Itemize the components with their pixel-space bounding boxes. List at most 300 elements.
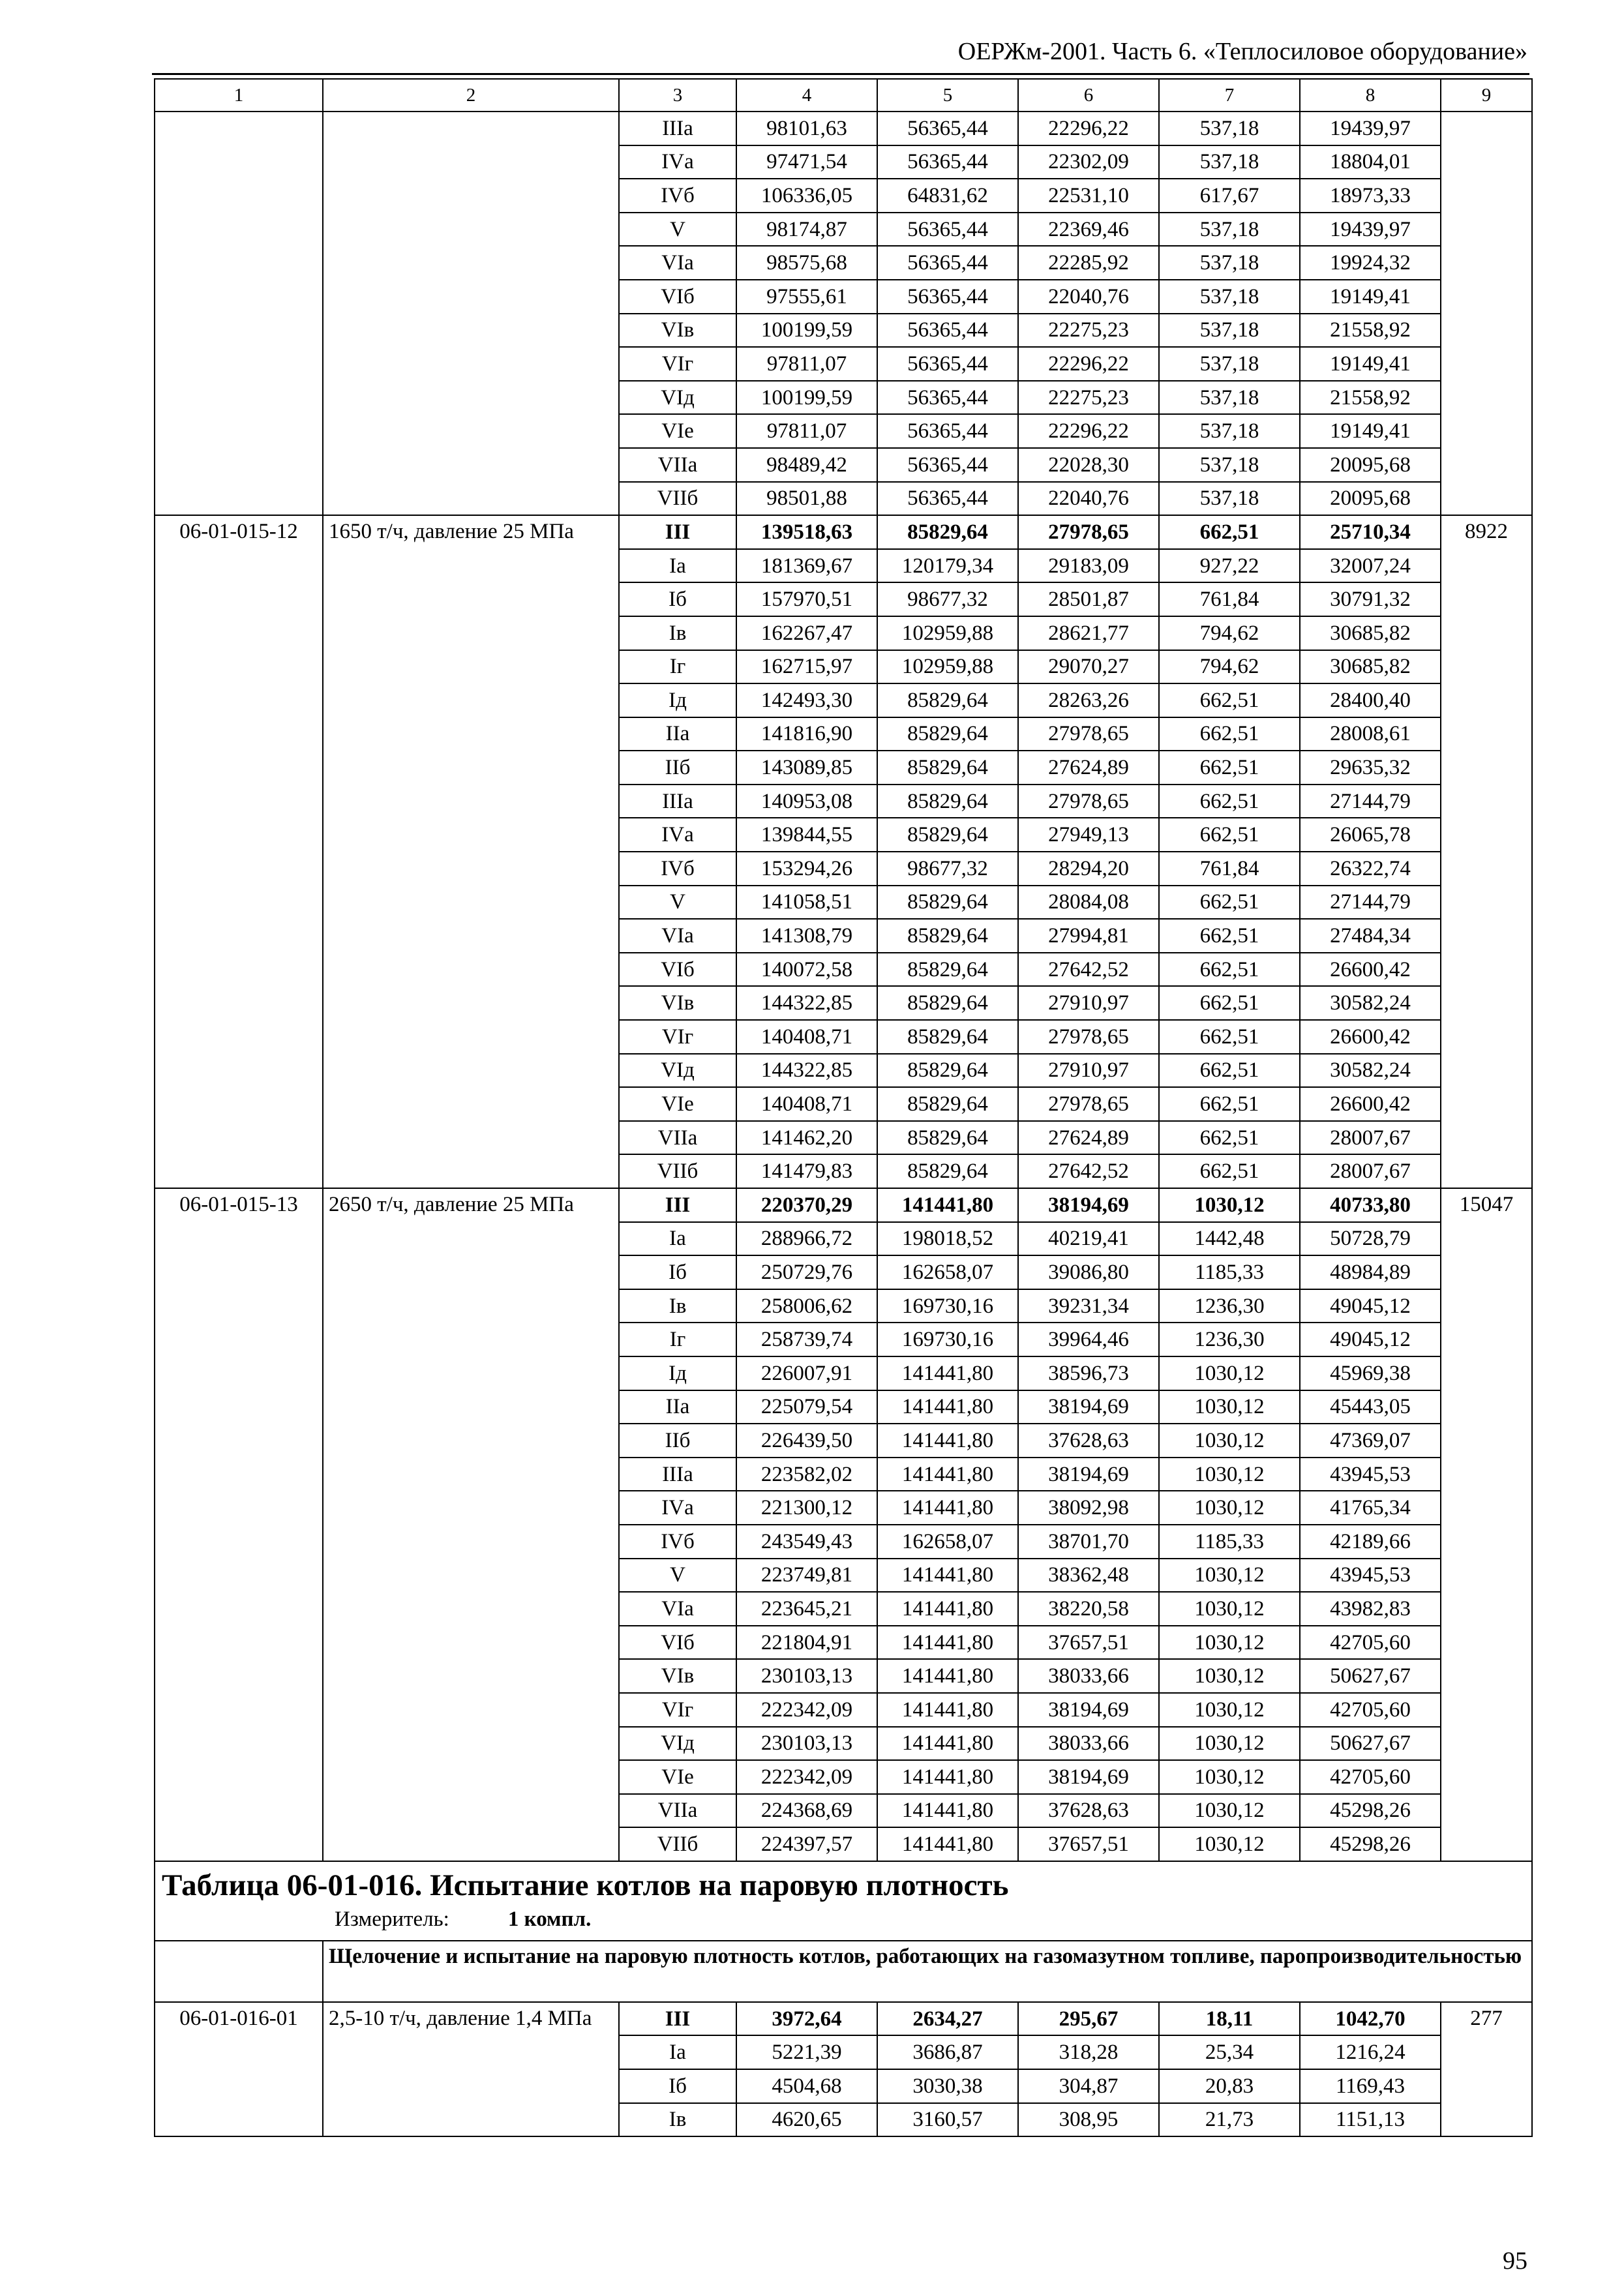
- zone-code: VIв: [619, 314, 736, 348]
- total-cost: 162715,97: [736, 650, 877, 684]
- total-cost: 141462,20: [736, 1121, 877, 1155]
- materials: 45443,05: [1300, 1390, 1441, 1424]
- materials: 21558,92: [1300, 314, 1441, 348]
- zone-code: VIе: [619, 414, 736, 448]
- wages: 85829,64: [877, 785, 1018, 818]
- materials: 19149,41: [1300, 347, 1441, 381]
- subheading-row: [155, 1941, 1532, 2002]
- machine-operation: 27624,89: [1018, 751, 1159, 785]
- wages: 102959,88: [877, 616, 1018, 650]
- machine-operation: 22275,23: [1018, 381, 1159, 415]
- zone-code: IVа: [619, 145, 736, 179]
- machinist-wages: 1030,12: [1159, 1659, 1300, 1693]
- machinist-wages: 761,84: [1159, 582, 1300, 616]
- machine-operation: 28084,08: [1018, 886, 1159, 920]
- machinist-wages: 662,51: [1159, 785, 1300, 818]
- machine-operation: 27949,13: [1018, 818, 1159, 852]
- materials: 30582,24: [1300, 986, 1441, 1020]
- machinist-wages: 662,51: [1159, 986, 1300, 1020]
- materials: 41765,34: [1300, 1491, 1441, 1525]
- machinist-wages: 1185,33: [1159, 1525, 1300, 1559]
- materials: 42705,60: [1300, 1693, 1441, 1727]
- materials: 19149,41: [1300, 280, 1441, 314]
- total-cost: 226007,91: [736, 1356, 877, 1390]
- materials: 29635,32: [1300, 751, 1441, 785]
- zone-code: IVб: [619, 852, 736, 886]
- total-cost: 144322,85: [736, 986, 877, 1020]
- materials: 26600,42: [1300, 1020, 1441, 1054]
- zone-code: Iа: [619, 1222, 736, 1256]
- materials: 45298,26: [1300, 1794, 1441, 1828]
- zone-code: VIIа: [619, 1121, 736, 1155]
- materials: 26600,42: [1300, 1087, 1441, 1121]
- total-cost: 140072,58: [736, 953, 877, 987]
- wages: 56365,44: [877, 112, 1018, 145]
- machine-operation: 22296,22: [1018, 414, 1159, 448]
- materials: 27144,79: [1300, 886, 1441, 920]
- table-title-cell: [155, 1861, 1532, 1941]
- machinist-wages: 1030,12: [1159, 1827, 1300, 1861]
- total-cost: 100199,59: [736, 381, 877, 415]
- wages: 64831,62: [877, 179, 1018, 213]
- zone-code: III: [619, 2002, 736, 2036]
- machine-operation: 22040,76: [1018, 482, 1159, 516]
- materials: 26322,74: [1300, 852, 1441, 886]
- total-cost: 97471,54: [736, 145, 877, 179]
- machine-operation: 38362,48: [1018, 1559, 1159, 1593]
- table-row: [155, 1188, 1532, 1222]
- zone-code: VIIб: [619, 1827, 736, 1861]
- materials: 32007,24: [1300, 549, 1441, 583]
- machinist-wages: 1236,30: [1159, 1289, 1300, 1323]
- zone-code: Iг: [619, 1323, 736, 1356]
- rates-table: [154, 78, 1533, 2137]
- machinist-wages: 537,18: [1159, 112, 1300, 145]
- total-cost: 140953,08: [736, 785, 877, 818]
- wages: 56365,44: [877, 280, 1018, 314]
- machinist-wages: 1030,12: [1159, 1458, 1300, 1491]
- column-number: 6: [1018, 79, 1159, 112]
- wages: 120179,34: [877, 549, 1018, 583]
- zone-code: VIв: [619, 986, 736, 1020]
- machine-operation: 27994,81: [1018, 919, 1159, 953]
- rate-code: 06-01-016-01: [155, 2002, 323, 2136]
- total-cost: 141816,90: [736, 717, 877, 751]
- machinist-wages: 25,34: [1159, 2035, 1300, 2069]
- page-number: 95: [1503, 2247, 1527, 2275]
- table-body: [155, 79, 1532, 2136]
- machine-operation: 22531,10: [1018, 179, 1159, 213]
- machinist-wages: 1030,12: [1159, 1559, 1300, 1593]
- materials: 20095,68: [1300, 482, 1441, 516]
- wages: 85829,64: [877, 1154, 1018, 1188]
- machine-operation: 22296,22: [1018, 112, 1159, 145]
- wages: 3160,57: [877, 2103, 1018, 2137]
- machine-operation: 304,87: [1018, 2069, 1159, 2103]
- machinist-wages: 537,18: [1159, 246, 1300, 280]
- materials: 49045,12: [1300, 1323, 1441, 1356]
- materials: 19439,97: [1300, 112, 1441, 145]
- machinist-wages: 537,18: [1159, 347, 1300, 381]
- machine-operation: 38194,69: [1018, 1458, 1159, 1491]
- rate-name: 2650 т/ч, давление 25 МПа: [323, 1188, 619, 1861]
- total-cost: 98489,42: [736, 448, 877, 482]
- machinist-wages: 1030,12: [1159, 1727, 1300, 1761]
- zone-code: III: [619, 515, 736, 549]
- machine-operation: 28294,20: [1018, 852, 1159, 886]
- wages: 141441,80: [877, 1424, 1018, 1458]
- zone-code: VIIа: [619, 1794, 736, 1828]
- wages: 85829,64: [877, 818, 1018, 852]
- materials: 28008,61: [1300, 717, 1441, 751]
- zone-code: Iб: [619, 582, 736, 616]
- wages: 98677,32: [877, 852, 1018, 886]
- materials: 1169,43: [1300, 2069, 1441, 2103]
- rate-code: [155, 112, 323, 515]
- total-cost: 98101,63: [736, 112, 877, 145]
- machinist-wages: 1030,12: [1159, 1794, 1300, 1828]
- machinist-wages: 1030,12: [1159, 1626, 1300, 1660]
- machine-operation: 28263,26: [1018, 683, 1159, 717]
- machine-operation: 27978,65: [1018, 1020, 1159, 1054]
- measure-line: [162, 1908, 1525, 1931]
- wages: 2634,27: [877, 2002, 1018, 2036]
- zone-code: VIб: [619, 280, 736, 314]
- total-cost: 3972,64: [736, 2002, 877, 2036]
- labor-hours: 8922: [1441, 515, 1532, 1188]
- materials: 42705,60: [1300, 1626, 1441, 1660]
- machine-operation: 38033,66: [1018, 1727, 1159, 1761]
- materials: 50728,79: [1300, 1222, 1441, 1256]
- total-cost: 141308,79: [736, 919, 877, 953]
- materials: 19439,97: [1300, 213, 1441, 247]
- machine-operation: 27978,65: [1018, 515, 1159, 549]
- measure-label: Измеритель:: [335, 1907, 449, 1931]
- wages: 141441,80: [877, 1188, 1018, 1222]
- total-cost: 140408,71: [736, 1020, 877, 1054]
- wages: 85829,64: [877, 953, 1018, 987]
- materials: 27144,79: [1300, 785, 1441, 818]
- machine-operation: 22369,46: [1018, 213, 1159, 247]
- materials: 42189,66: [1300, 1525, 1441, 1559]
- total-cost: 144322,85: [736, 1054, 877, 1088]
- total-cost: 140408,71: [736, 1087, 877, 1121]
- machinist-wages: 662,51: [1159, 953, 1300, 987]
- materials: 42705,60: [1300, 1760, 1441, 1794]
- zone-code: VIIа: [619, 448, 736, 482]
- machinist-wages: 662,51: [1159, 1121, 1300, 1155]
- total-cost: 142493,30: [736, 683, 877, 717]
- total-cost: 4504,68: [736, 2069, 877, 2103]
- total-cost: 222342,09: [736, 1693, 877, 1727]
- header-rule: [152, 73, 1529, 75]
- machinist-wages: 537,18: [1159, 213, 1300, 247]
- total-cost: 181369,67: [736, 549, 877, 583]
- materials: 43982,83: [1300, 1592, 1441, 1626]
- machinist-wages: 662,51: [1159, 1020, 1300, 1054]
- zone-code: VIа: [619, 1592, 736, 1626]
- total-cost: 221804,91: [736, 1626, 877, 1660]
- total-cost: 141058,51: [736, 886, 877, 920]
- machine-operation: 38596,73: [1018, 1356, 1159, 1390]
- zone-code: V: [619, 1559, 736, 1593]
- total-cost: 288966,72: [736, 1222, 877, 1256]
- total-cost: 100199,59: [736, 314, 877, 348]
- wages: 3030,38: [877, 2069, 1018, 2103]
- zone-code: VIг: [619, 1020, 736, 1054]
- wages: 56365,44: [877, 246, 1018, 280]
- materials: 43945,53: [1300, 1458, 1441, 1491]
- table-row: [155, 112, 1532, 145]
- measure-value: 1 компл.: [507, 1907, 592, 1931]
- wages: 162658,07: [877, 1525, 1018, 1559]
- zone-code: Iа: [619, 549, 736, 583]
- zone-code: Iд: [619, 683, 736, 717]
- wages: 85829,64: [877, 919, 1018, 953]
- zone-code: IIа: [619, 717, 736, 751]
- zone-code: IVб: [619, 179, 736, 213]
- wages: 56365,44: [877, 145, 1018, 179]
- zone-code: IVа: [619, 1491, 736, 1525]
- machinist-wages: 1442,48: [1159, 1222, 1300, 1256]
- zone-code: Iб: [619, 1255, 736, 1289]
- machine-operation: 38194,69: [1018, 1760, 1159, 1794]
- machine-operation: 37657,51: [1018, 1626, 1159, 1660]
- machinist-wages: 662,51: [1159, 751, 1300, 785]
- materials: 30685,82: [1300, 616, 1441, 650]
- total-cost: 97555,61: [736, 280, 877, 314]
- materials: 27484,34: [1300, 919, 1441, 953]
- total-cost: 250729,76: [736, 1255, 877, 1289]
- zone-code: VIд: [619, 1054, 736, 1088]
- zone-code: VIд: [619, 381, 736, 415]
- total-cost: 98174,87: [736, 213, 877, 247]
- materials: 19149,41: [1300, 414, 1441, 448]
- zone-code: IVб: [619, 1525, 736, 1559]
- materials: 43945,53: [1300, 1559, 1441, 1593]
- machine-operation: 38220,58: [1018, 1592, 1159, 1626]
- total-cost: 258006,62: [736, 1289, 877, 1323]
- rate-code: 06-01-015-13: [155, 1188, 323, 1861]
- wages: 85829,64: [877, 1121, 1018, 1155]
- materials: 1042,70: [1300, 2002, 1441, 2036]
- wages: 98677,32: [877, 582, 1018, 616]
- labor-hours: [1441, 112, 1532, 515]
- materials: 26600,42: [1300, 953, 1441, 987]
- machinist-wages: 662,51: [1159, 515, 1300, 549]
- materials: 1216,24: [1300, 2035, 1441, 2069]
- machinist-wages: 21,73: [1159, 2103, 1300, 2137]
- wages: 141441,80: [877, 1458, 1018, 1491]
- total-cost: 220370,29: [736, 1188, 877, 1222]
- machine-operation: 29070,27: [1018, 650, 1159, 684]
- machinist-wages: 1030,12: [1159, 1693, 1300, 1727]
- zone-code: VIе: [619, 1760, 736, 1794]
- total-cost: 139844,55: [736, 818, 877, 852]
- machinist-wages: 1030,12: [1159, 1390, 1300, 1424]
- wages: 85829,64: [877, 886, 1018, 920]
- wages: 3686,87: [877, 2035, 1018, 2069]
- materials: 49045,12: [1300, 1289, 1441, 1323]
- zone-code: VIIб: [619, 1154, 736, 1188]
- wages: 85829,64: [877, 717, 1018, 751]
- materials: 26065,78: [1300, 818, 1441, 852]
- machine-operation: 27642,52: [1018, 953, 1159, 987]
- machinist-wages: 662,51: [1159, 717, 1300, 751]
- materials: 19924,32: [1300, 246, 1441, 280]
- zone-code: IIб: [619, 751, 736, 785]
- zone-code: Iв: [619, 1289, 736, 1323]
- column-number: 7: [1159, 79, 1300, 112]
- materials: 28007,67: [1300, 1154, 1441, 1188]
- rate-name: 2,5-10 т/ч, давление 1,4 МПа: [323, 2002, 619, 2136]
- running-header: ОЕРЖм-2001. Часть 6. «Теплосиловое оборудование»: [957, 38, 1527, 65]
- zone-code: VIб: [619, 953, 736, 987]
- zone-code: Iа: [619, 2035, 736, 2069]
- machinist-wages: 537,18: [1159, 381, 1300, 415]
- machinist-wages: 662,51: [1159, 1054, 1300, 1088]
- machine-operation: 37628,63: [1018, 1424, 1159, 1458]
- zone-code: IIа: [619, 1390, 736, 1424]
- machinist-wages: 537,18: [1159, 448, 1300, 482]
- zone-code: Iв: [619, 2103, 736, 2137]
- machinist-wages: 1030,12: [1159, 1424, 1300, 1458]
- wages: 141441,80: [877, 1827, 1018, 1861]
- zone-code: V: [619, 886, 736, 920]
- machine-operation: 38194,69: [1018, 1693, 1159, 1727]
- materials: 40733,80: [1300, 1188, 1441, 1222]
- total-cost: 98575,68: [736, 246, 877, 280]
- zone-code: IIб: [619, 1424, 736, 1458]
- machine-operation: 27978,65: [1018, 717, 1159, 751]
- zone-code: Iб: [619, 2069, 736, 2103]
- machine-operation: 39964,46: [1018, 1323, 1159, 1356]
- materials: 25710,34: [1300, 515, 1441, 549]
- rate-name: 1650 т/ч, давление 25 МПа: [323, 515, 619, 1188]
- rate-name: [323, 112, 619, 515]
- total-cost: 243549,43: [736, 1525, 877, 1559]
- rate-code: 06-01-015-12: [155, 515, 323, 1188]
- machinist-wages: 1030,12: [1159, 1491, 1300, 1525]
- machine-operation: 40219,41: [1018, 1222, 1159, 1256]
- materials: 50627,67: [1300, 1659, 1441, 1693]
- total-cost: 97811,07: [736, 347, 877, 381]
- column-number: 3: [619, 79, 736, 112]
- table-title-row: [155, 1861, 1532, 1941]
- materials: 18804,01: [1300, 145, 1441, 179]
- materials: 28007,67: [1300, 1121, 1441, 1155]
- total-cost: 5221,39: [736, 2035, 877, 2069]
- machinist-wages: 1030,12: [1159, 1592, 1300, 1626]
- machine-operation: 38701,70: [1018, 1525, 1159, 1559]
- machine-operation: 29183,09: [1018, 549, 1159, 583]
- materials: 1151,13: [1300, 2103, 1441, 2137]
- zone-code: IIIа: [619, 112, 736, 145]
- machine-operation: 27910,97: [1018, 1054, 1159, 1088]
- wages: 141441,80: [877, 1659, 1018, 1693]
- zone-code: VIг: [619, 1693, 736, 1727]
- wages: 169730,16: [877, 1289, 1018, 1323]
- machinist-wages: 1030,12: [1159, 1356, 1300, 1390]
- total-cost: 98501,88: [736, 482, 877, 516]
- machine-operation: 22285,92: [1018, 246, 1159, 280]
- wages: 141441,80: [877, 1491, 1018, 1525]
- zone-code: V: [619, 213, 736, 247]
- machinist-wages: 794,62: [1159, 650, 1300, 684]
- machine-operation: 28621,77: [1018, 616, 1159, 650]
- machinist-wages: 537,18: [1159, 482, 1300, 516]
- machine-operation: 318,28: [1018, 2035, 1159, 2069]
- total-cost: 153294,26: [736, 852, 877, 886]
- machinist-wages: 537,18: [1159, 280, 1300, 314]
- total-cost: 223749,81: [736, 1559, 877, 1593]
- machine-operation: 27642,52: [1018, 1154, 1159, 1188]
- zone-code: VIIб: [619, 482, 736, 516]
- zone-code: IVа: [619, 818, 736, 852]
- machine-operation: 295,67: [1018, 2002, 1159, 2036]
- machinist-wages: 662,51: [1159, 1154, 1300, 1188]
- machinist-wages: 1236,30: [1159, 1323, 1300, 1356]
- wages: 141441,80: [877, 1794, 1018, 1828]
- machine-operation: 308,95: [1018, 2103, 1159, 2137]
- total-cost: 225079,54: [736, 1390, 877, 1424]
- total-cost: 143089,85: [736, 751, 877, 785]
- total-cost: 223582,02: [736, 1458, 877, 1491]
- machine-operation: 39086,80: [1018, 1255, 1159, 1289]
- machine-operation: 39231,34: [1018, 1289, 1159, 1323]
- wages: 141441,80: [877, 1693, 1018, 1727]
- wages: 56365,44: [877, 347, 1018, 381]
- zone-code: VIг: [619, 347, 736, 381]
- machinist-wages: 617,67: [1159, 179, 1300, 213]
- machinist-wages: 662,51: [1159, 886, 1300, 920]
- machine-operation: 22296,22: [1018, 347, 1159, 381]
- total-cost: 141479,83: [736, 1154, 877, 1188]
- materials: 47369,07: [1300, 1424, 1441, 1458]
- column-number: 1: [155, 79, 323, 112]
- machine-operation: 22040,76: [1018, 280, 1159, 314]
- machinist-wages: 1185,33: [1159, 1255, 1300, 1289]
- machinist-wages: 794,62: [1159, 616, 1300, 650]
- materials: 48984,89: [1300, 1255, 1441, 1289]
- machinist-wages: 537,18: [1159, 145, 1300, 179]
- zone-code: VIб: [619, 1626, 736, 1660]
- zone-code: Iд: [619, 1356, 736, 1390]
- wages: 85829,64: [877, 515, 1018, 549]
- machine-operation: 38194,69: [1018, 1390, 1159, 1424]
- wages: 141441,80: [877, 1356, 1018, 1390]
- machine-operation: 27910,97: [1018, 986, 1159, 1020]
- total-cost: 224397,57: [736, 1827, 877, 1861]
- wages: 85829,64: [877, 751, 1018, 785]
- machinist-wages: 927,22: [1159, 549, 1300, 583]
- materials: 21558,92: [1300, 381, 1441, 415]
- wages: 141441,80: [877, 1559, 1018, 1593]
- machine-operation: 37657,51: [1018, 1827, 1159, 1861]
- wages: 56365,44: [877, 414, 1018, 448]
- table-row: [155, 2002, 1532, 2036]
- total-cost: 4620,65: [736, 2103, 877, 2137]
- wages: 141441,80: [877, 1727, 1018, 1761]
- machinist-wages: 662,51: [1159, 1087, 1300, 1121]
- wages: 56365,44: [877, 482, 1018, 516]
- machinist-wages: 662,51: [1159, 683, 1300, 717]
- zone-code: VIд: [619, 1727, 736, 1761]
- wages: 198018,52: [877, 1222, 1018, 1256]
- machine-operation: 22275,23: [1018, 314, 1159, 348]
- machine-operation: 37628,63: [1018, 1794, 1159, 1828]
- wages: 141441,80: [877, 1626, 1018, 1660]
